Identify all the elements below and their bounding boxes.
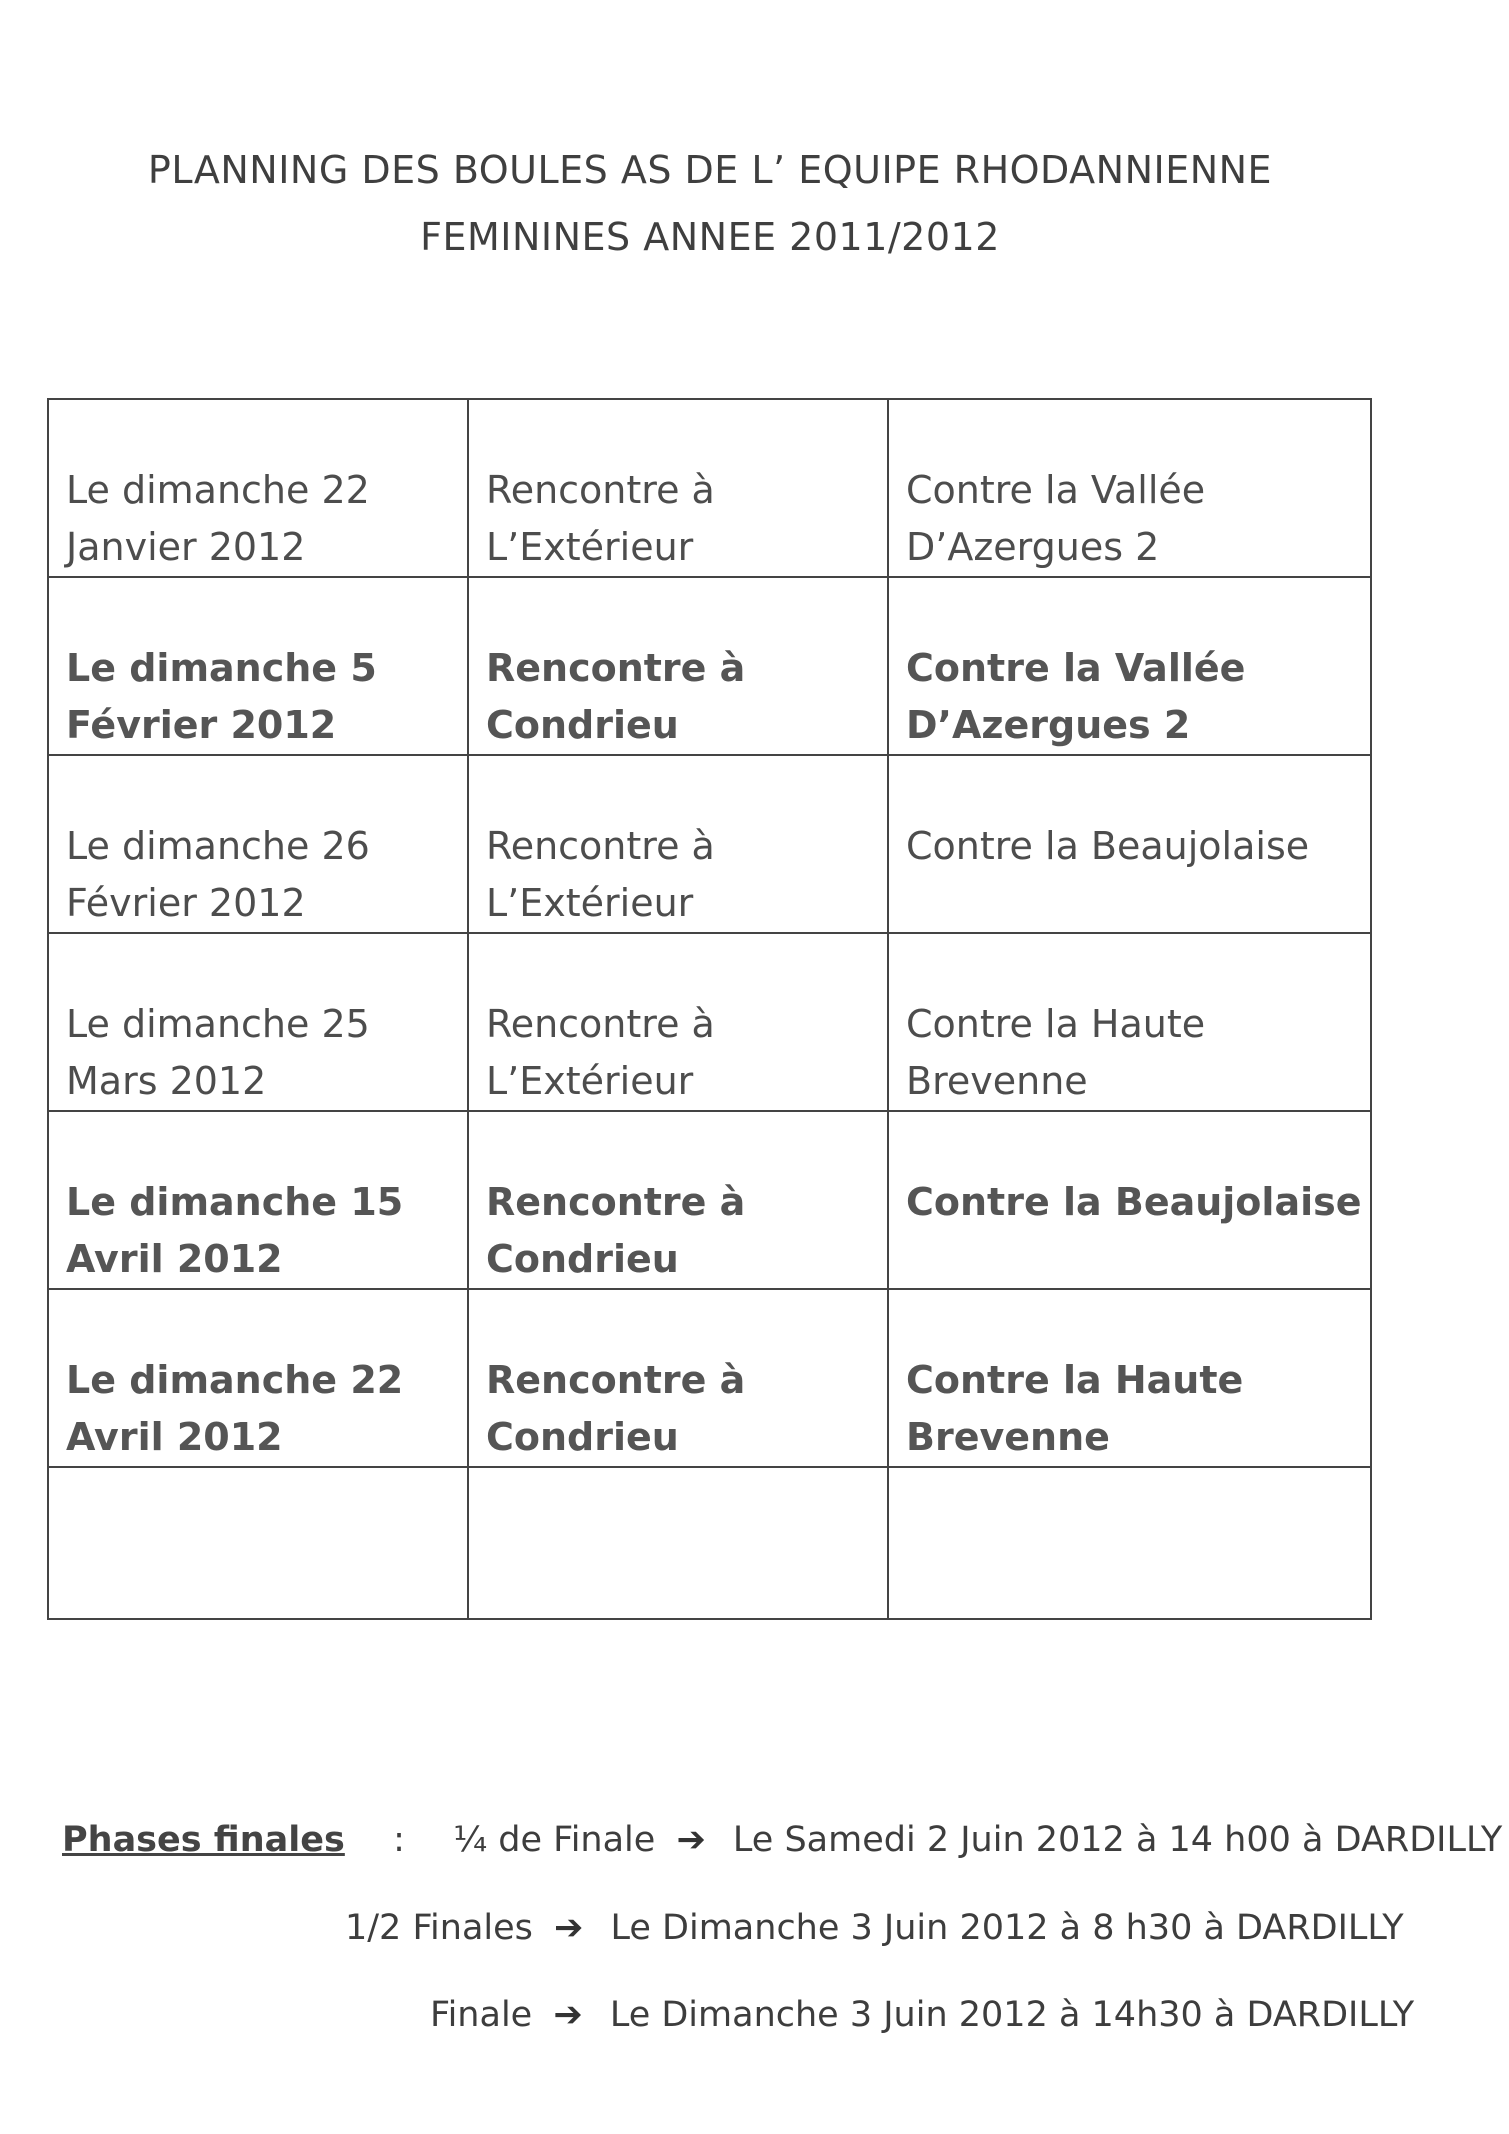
venue-cell: Rencontre à L’Extérieur (469, 934, 889, 1112)
quarter-final-text: Le Samedi 2 Juin 2012 à 14 h00 à DARDILLY (732, 1820, 1503, 1860)
date-cell (49, 1468, 469, 1618)
arrow-right-icon: ➔ (553, 1995, 583, 2035)
venue-cell (469, 1468, 889, 1618)
semi-final-label: 1/2 Finales (345, 1908, 533, 1948)
semi-final-text: Le Dimanche 3 Juin 2012 à 8 h30 à DARDILLY (610, 1908, 1404, 1948)
schedule-table (47, 398, 1372, 1620)
opponent-cell: Contre la Vallée D’Azergues 2 (889, 578, 1370, 756)
date-cell: Le dimanche 15 Avril 2012 (49, 1112, 469, 1290)
date-cell: Le dimanche 22 Janvier 2012 (49, 400, 469, 578)
date-cell: Le dimanche 5 Février 2012 (49, 578, 469, 756)
arrow-right-icon: ➔ (676, 1820, 706, 1860)
final-text: Le Dimanche 3 Juin 2012 à 14h30 à DARDILLY (609, 1995, 1415, 2035)
date-cell: Le dimanche 22 Avril 2012 (49, 1290, 469, 1468)
venue-cell: Rencontre à Condrieu (469, 1290, 889, 1468)
date-cell: Le dimanche 26 Février 2012 (49, 756, 469, 934)
venue-cell: Rencontre à L’Extérieur (469, 756, 889, 934)
title-line-2: FEMININES ANNEE 2011/2012 (420, 215, 1000, 259)
semi-final-line (345, 1908, 1404, 1948)
date-cell: Le dimanche 25 Mars 2012 (49, 934, 469, 1112)
opponent-cell: Contre la Beaujolaise (889, 1112, 1370, 1290)
opponent-cell: Contre la Haute Brevenne (889, 934, 1370, 1112)
opponent-cell: Contre la Vallée D’Azergues 2 (889, 400, 1370, 578)
arrow-right-icon: ➔ (554, 1908, 584, 1948)
opponent-cell (889, 1468, 1370, 1618)
venue-cell: Rencontre à Condrieu (469, 578, 889, 756)
final-line (430, 1995, 1414, 2035)
title-line-1: PLANNING DES BOULES AS DE L’ EQUIPE RHODANNIENNE (147, 148, 1273, 192)
venue-cell: Rencontre à Condrieu (469, 1112, 889, 1290)
quarter-final-label: ¼ de Finale (453, 1820, 656, 1860)
final-label: Finale (430, 1995, 533, 2035)
separator: : (393, 1820, 405, 1860)
opponent-cell: Contre la Haute Brevenne (889, 1290, 1370, 1468)
quarter-final-line (62, 1820, 1502, 1860)
phases-finales-heading: Phases finales (62, 1820, 345, 1860)
opponent-cell: Contre la Beaujolaise (889, 756, 1370, 934)
venue-cell: Rencontre à L’Extérieur (469, 400, 889, 578)
